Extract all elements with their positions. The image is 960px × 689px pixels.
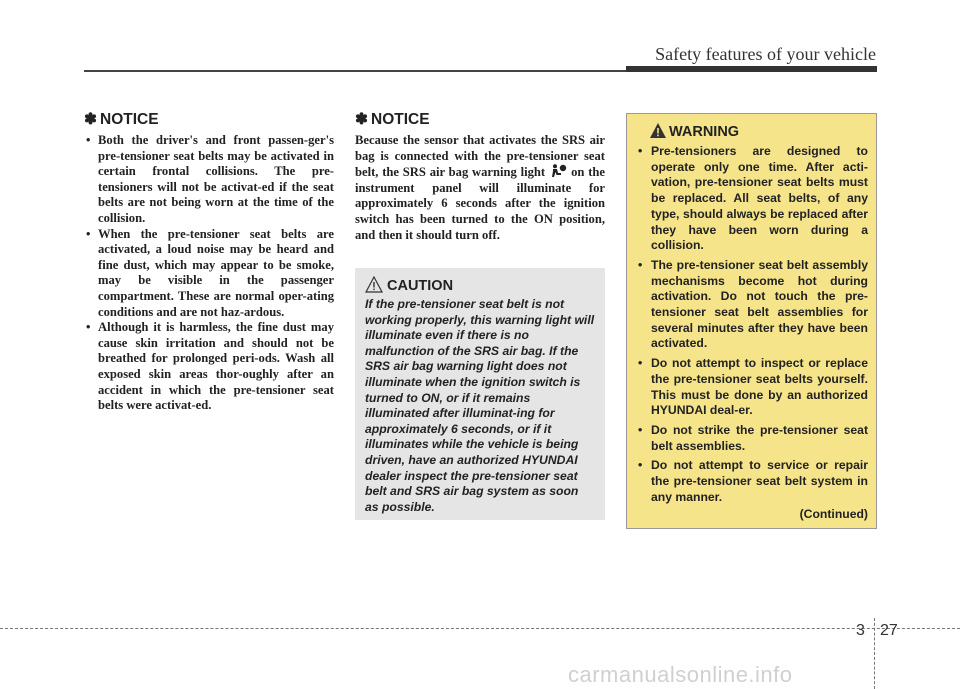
header-rule-accent (626, 66, 877, 72)
middle-notice-title (355, 110, 605, 129)
airbag-warning-icon (549, 164, 567, 178)
list-item: • Do not attempt to inspect or replace the pre-tensioner seat belts yourself. This must be done by an authorized HYUNDAI deal-er. (637, 356, 868, 419)
left-notice-list (84, 133, 334, 414)
notice-star-icon: ✽ (84, 111, 97, 128)
page-number: 27 (880, 622, 898, 639)
list-item: • Do not strike the pre-tensioner seat belt assemblies. (637, 423, 868, 454)
left-notice (84, 110, 334, 414)
list-item: • The pre-tensioner seat belt assembly mechanisms become hot during activation. Do not touch the pre-tensioner seat belt assemblies for several minutes after they have been activated. (637, 258, 868, 352)
list-item: • Pre-tensioners are designed to operate only one time. After acti-vation, pre-tensioner seat belts must be replaced. All seat belts, of any type, should always be replaced after they have been worn during a collision. (637, 144, 868, 254)
caution-box (355, 268, 605, 520)
caution-text: If the pre-tensioner seat belt is not working properly, this warning light will illuminate even if there is no malfunction of the SRS air bag. If the SRS air bag warning light does not illuminate when the ignition switch is turned to ON, or if it remains illuminated after illuminat-ing for approximately 6 seconds, or if it illuminates while the vehicle is being driven, have an authorized HYUNDAI dealer inspect the pre-tensioner seat belt and SRS air bag system as soon as possible. (365, 297, 595, 514)
middle-notice-title-text: NOTICE (371, 111, 430, 128)
left-notice-title (84, 110, 334, 129)
page-number-separator (874, 618, 876, 689)
watermark: carmanualsonline.info (568, 662, 793, 687)
list-item: • Both the driver's and front passen-ger's pre-tensioner seat belts may be activated in certain frontal collisions. The pre-tensioners will not be activat-ed if the seat belts are not being worn at the time of the collision. (84, 133, 334, 227)
section-number: 3 (856, 622, 865, 639)
middle-notice-text (355, 133, 605, 243)
list-item: • Although it is harmless, the fine dust may cause skin irritation and should not be breathed for prolonged peri-ods. Wash all exposed skin areas thor-oughly after an accident in which the pre-tensioner seat belts were activat-ed. (84, 320, 334, 414)
caution-triangle-icon (365, 276, 383, 293)
list-item: • Do not attempt to service or repair the pre-tensioner seat belt system in any manner. (637, 458, 868, 505)
notice-star-icon: ✽ (355, 111, 368, 128)
warning-title-text: WARNING (669, 124, 740, 140)
middle-notice-text-part2: on the instrument panel will illuminate for approximately 6 seconds after the ignition switch has been turned to the ON position, and then it should turn off. (355, 165, 605, 242)
caution-title (387, 278, 595, 294)
footer-rule (0, 628, 960, 629)
warning-triangle-icon (649, 122, 667, 139)
middle-notice (355, 110, 605, 243)
warning-list (637, 144, 868, 505)
warning-title (669, 124, 868, 140)
middle-notice-text-part1: Because the sensor that activates the SRS air bag is connected with the pre-tensioner seat belt, the SRS air bag warning light (355, 133, 605, 180)
page-header-title: Safety features of your vehicle (655, 44, 876, 64)
caution-title-text: CAUTION (387, 278, 454, 294)
continued-label: (Continued) (799, 507, 868, 522)
left-notice-title-text: NOTICE (100, 111, 159, 128)
warning-box (626, 113, 877, 529)
list-item: • When the pre-tensioner seat belts are activated, a loud noise may be heard and fine dust, which may appear to be smoke, may be visible in the passenger compartment. These are normal oper-ating conditions and are not haz-ardous. (84, 227, 334, 321)
